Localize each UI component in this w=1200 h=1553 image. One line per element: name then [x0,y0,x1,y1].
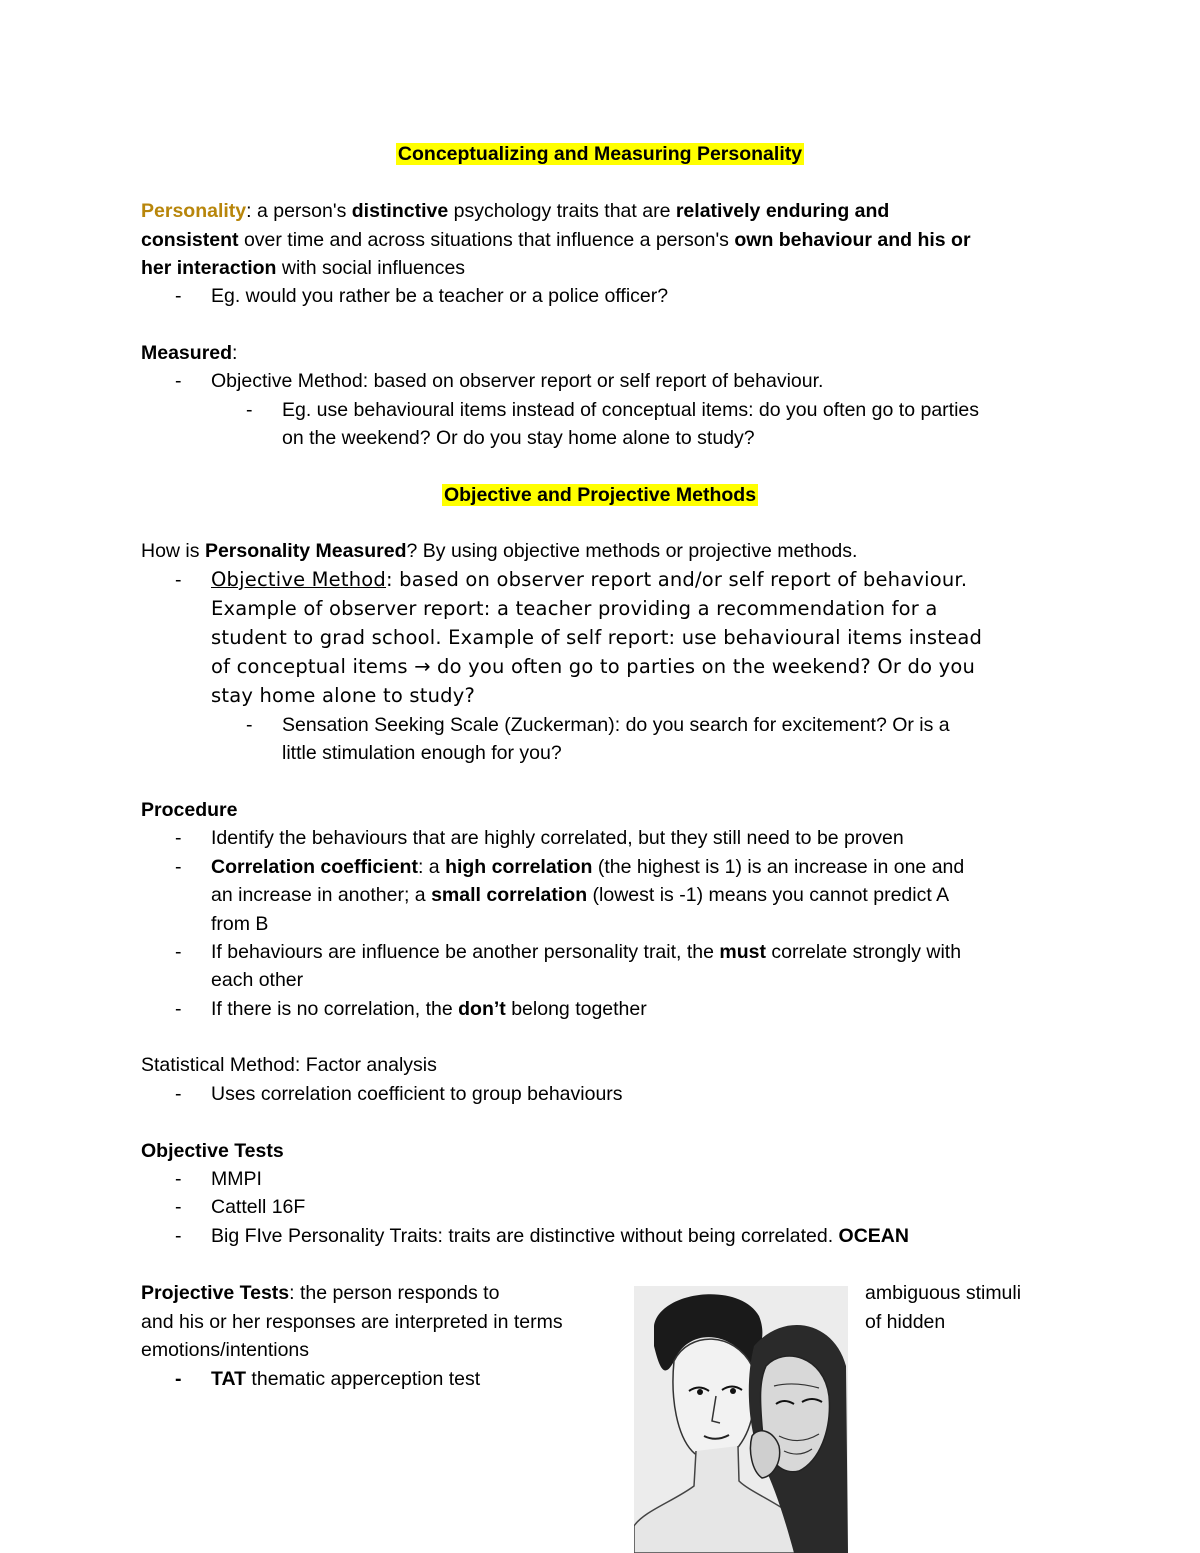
tat-card-image [634,1286,848,1553]
proc-text: an increase in another; a [211,884,432,906]
how-bold: Personality Measured [204,540,407,562]
objective-method-line-3: student to grad school. Example of self report: use behavioural items instead [211,626,983,649]
proc-bold: high correlation [445,856,593,878]
bullet-dash: - [175,941,182,963]
procedure-item-3-line-1 [211,938,961,966]
procedure-label: Procedure [141,799,238,821]
def-bold: distinctive [351,200,449,222]
measured-heading [141,339,237,367]
bullet-dash: - [175,1168,182,1190]
proc-bold: small correlation [431,884,588,906]
how-measured-line [141,537,857,565]
def-text: over time and across situations that influence a person's [238,229,735,251]
statistical-item-1: Uses correlation coefficient to group behaviours [211,1083,623,1105]
tat-illustration [634,1286,848,1553]
bullet-dash: - [175,1196,182,1218]
procedure-item-3-line-2: each other [211,969,304,991]
proc-text: If behaviours are influence be another personality trait, the [211,941,720,963]
bullet-dash: - [175,856,182,878]
how-text: How is [141,540,205,562]
def-bold: consistent [141,229,239,251]
procedure-item-2-line-3: from B [211,913,269,935]
procedure-item-1: Identify the behaviours that are highly correlated, but they still need to be proven [211,827,904,849]
bullet-dash: - [175,1225,182,1247]
measured-label: Measured [141,342,233,364]
ot-bold: OCEAN [838,1225,909,1247]
proc-text: If there is no correlation, the [211,998,459,1020]
objective-tests-heading [141,1137,284,1165]
projective-line-1 [141,1279,499,1307]
objective-method-text: : based on observer report and/or self report of behaviour. [386,568,968,591]
title-text: Conceptualizing and Measuring Personality [397,143,803,165]
bullet-dash: - [246,714,253,736]
sensation-seeking-line-1: Sensation Seeking Scale (Zuckerman): do you search for excitement? Or is a [282,714,950,736]
bullet-dash: - [246,399,253,421]
measured-item-1: Objective Method: based on observer report or self report of behaviour. [211,370,824,392]
tat-text: thematic apperception test [246,1368,481,1390]
proj-text: : the person responds to [289,1282,500,1304]
procedure-heading [141,796,237,824]
proc-text: : a [417,856,446,878]
personality-term: Personality [141,200,247,222]
proc-text: (the highest is 1) is an increase in one and [592,856,965,878]
statistical-heading: Statistical Method: Factor analysis [141,1054,437,1076]
objective-tests-label: Objective Tests [141,1140,284,1162]
section-title-text: Objective and Projective Methods [443,484,757,506]
proc-text: belong together [505,998,647,1020]
def-text: psychology traits that are [448,200,676,222]
def-text: : a person's [246,200,352,222]
proc-text: (lowest is -1) means you cannot predict A [587,884,950,906]
personality-example: Eg. would you rather be a teacher or a police officer? [211,285,669,307]
projective-line-1-right: ambiguous stimuli [865,1282,1022,1304]
proc-bold: don’t [458,998,506,1020]
bullet-dash: - [175,998,182,1020]
def-bold: her interaction [141,257,277,279]
objective-method-line-4: of conceptual items → do you often go to parties on the weekend? Or do you [211,655,976,678]
def-bold: own behaviour and his or [734,229,971,251]
objective-method-line-5: stay home alone to study? [211,684,476,707]
how-text: ? By using objective methods or projective methods. [406,540,858,562]
personality-definition-line-1 [141,197,889,225]
proc-bold: Correlation coefficient [211,856,418,878]
ot-text: Big FIve Personality Traits: traits are distinctive without being correlated. [211,1225,839,1247]
procedure-item-4 [211,995,647,1023]
proc-bold: must [719,941,766,963]
section-title [0,481,1200,509]
procedure-item-2-line-1 [211,853,964,881]
personality-definition-line-3 [141,254,465,282]
bullet-dash: - [175,569,182,591]
bullet-dash: - [175,827,182,849]
bullet-dash: - [175,1083,182,1105]
objective-tests-item-3 [211,1222,909,1250]
proc-text: correlate strongly with [765,941,962,963]
projective-line-2: and his or her responses are interpreted in terms [141,1311,563,1333]
measured-sub-item-line-2: on the weekend? Or do you stay home alone to study? [282,427,755,449]
sensation-seeking-line-2: little stimulation enough for you? [282,742,562,764]
tat-item [211,1365,480,1393]
bullet-dash: - [175,370,182,392]
measured-colon: : [232,342,238,364]
procedure-item-2-line-2 [211,881,949,909]
bullet-dash: - [175,1368,182,1390]
objective-tests-item-1: MMPI [211,1168,262,1190]
def-bold: relatively enduring and [675,200,890,222]
tat-bold: TAT [211,1368,247,1390]
objective-method-line-1 [211,566,967,594]
objective-method-label: Objective Method [211,568,386,591]
def-text: with social influences [276,257,466,279]
projective-label: Projective Tests [141,1282,290,1304]
projective-line-2-right: of hidden [865,1311,946,1333]
projective-line-3: emotions/intentions [141,1339,310,1361]
document-title [0,140,1200,168]
objective-tests-item-2: Cattell 16F [211,1196,306,1218]
measured-sub-item-line-1: Eg. use behavioural items instead of conceptual items: do you often go to parties [282,399,980,421]
personality-definition-line-2 [141,226,971,254]
objective-method-line-2: Example of observer report: a teacher providing a recommendation for a [211,597,938,620]
bullet-dash: - [175,285,182,307]
